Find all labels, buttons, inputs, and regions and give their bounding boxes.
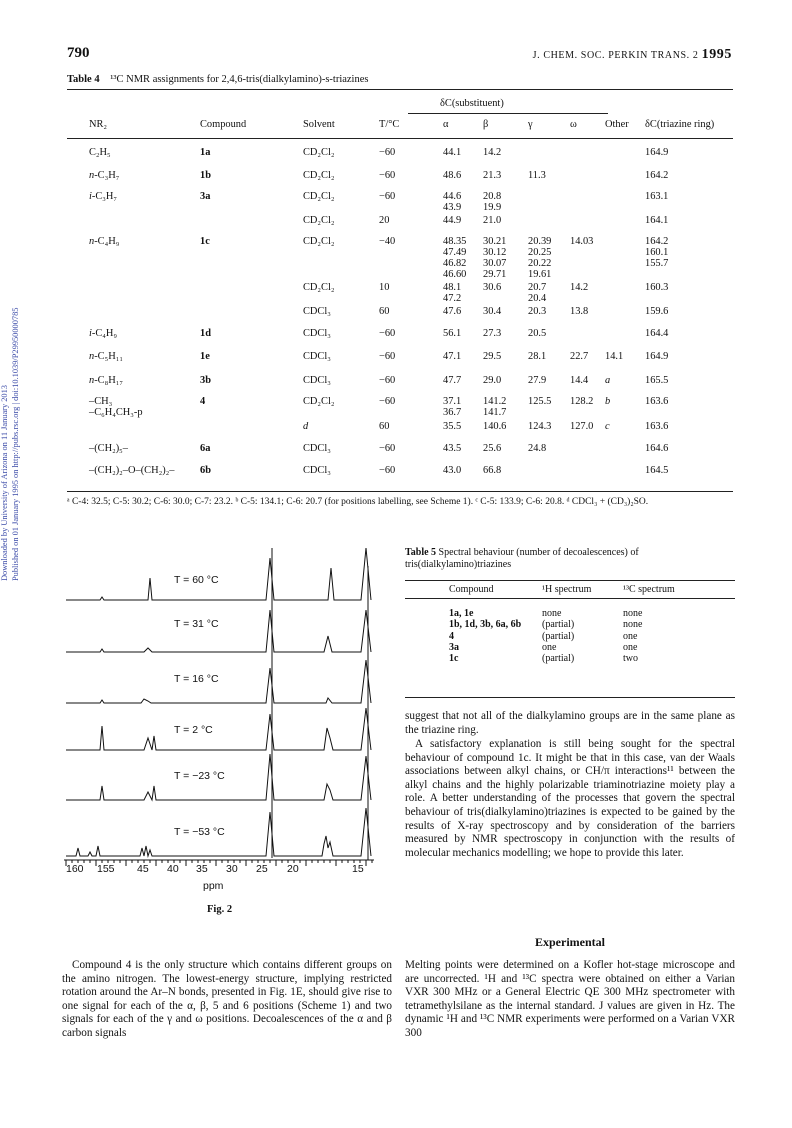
- table4-cell: –CH₃: [89, 396, 113, 407]
- doi-line: Published on 01 January 1995 on http://pubs.rsc.org | doi:10.1039/P29950000785: [11, 307, 20, 581]
- table4-footnote: ᵃ C-4: 32.5; C-5: 30.2; C-6: 30.0; C-7: 23.2. ᵇ C-5: 134.1; C-6: 20.7 (for positions labelling, see Scheme 1). ᶜ C-5: 133.9; C-6: 20.8. ᵈ CDCl₃ + (CD₃)₂SO.: [67, 497, 649, 507]
- table5-col-header: ¹H spectrum: [542, 584, 592, 595]
- table4-cell: CDCl₃: [303, 465, 331, 476]
- table4-cell: 60: [379, 306, 390, 317]
- table4-cell: 21.3: [483, 170, 502, 181]
- table4-cell: −40: [379, 236, 396, 247]
- table5-cell: 1c: [449, 653, 459, 665]
- table5-header-rule: [405, 598, 735, 599]
- table4-cell: −60: [379, 396, 396, 407]
- table5-cell: 1b, 1d, 3b, 6a, 6b: [449, 619, 522, 631]
- table4-cell: −60: [379, 465, 396, 476]
- table4-cell: 19.9: [483, 202, 502, 213]
- table4-cell: CD₂Cl₂: [303, 191, 335, 202]
- table4-cell: 27.3: [483, 328, 502, 339]
- table4-cell: 13.8: [570, 306, 589, 317]
- table4-cell: 30.12: [483, 247, 507, 258]
- tick-label: 20: [287, 863, 299, 875]
- table5-top-rule: [405, 580, 735, 581]
- table4-cell: 160.3: [645, 282, 669, 293]
- table4-cell: 163.6: [645, 421, 669, 432]
- table4-cell: 1b: [200, 170, 211, 181]
- table4-cell: –(CH₂)₂–O–(CH₂)₂–: [89, 465, 175, 476]
- table4-cell: –C₆H₄CH₃-p: [89, 407, 143, 418]
- table4-cell: b: [605, 396, 611, 407]
- table4-cell: 10: [379, 282, 390, 293]
- table4-cell: 4: [200, 396, 206, 407]
- table4-cell: 22.7: [570, 351, 589, 362]
- table4-cell: 160.1: [645, 247, 669, 258]
- table4-cell: 20.3: [528, 306, 547, 317]
- temp-label-minus23: T = −23 °C: [174, 770, 225, 782]
- table4-cell: c: [605, 421, 610, 432]
- table4-cell: 127.0: [570, 421, 594, 432]
- journal-header: [533, 47, 732, 63]
- table4-cell: 21.0: [483, 215, 502, 226]
- table4-cell: n-C₅H₁₁: [89, 351, 123, 362]
- table4-cell: 6a: [200, 443, 211, 454]
- table4-cell: −60: [379, 443, 396, 454]
- table4-col-header: NR₂: [89, 119, 108, 130]
- table4-cell: 11.3: [528, 170, 546, 181]
- table4-cell: i-C₃H₇: [89, 191, 118, 202]
- table4-label: Table 4: [67, 74, 100, 85]
- table4-cell: 47.7: [443, 375, 462, 386]
- table4-cell: 27.9: [528, 375, 547, 386]
- table5-cell: two: [623, 653, 638, 665]
- table4-cell: 48.6: [443, 170, 462, 181]
- table5-col-header: ¹³C spectrum: [623, 584, 675, 595]
- temp-label-31: T = 31 °C: [174, 618, 219, 630]
- table4-col-header: ω: [570, 119, 577, 130]
- table4-cell: 1e: [200, 351, 210, 362]
- table4-col-header: Other: [605, 119, 629, 130]
- table5-cell: none: [542, 608, 562, 619]
- table4-cell: 25.6: [483, 443, 502, 454]
- table5-label: Table 5: [405, 547, 437, 558]
- table4-cell: 66.8: [483, 465, 502, 476]
- table4-cell: 43.0: [443, 465, 462, 476]
- table4-cell: 164.9: [645, 351, 669, 362]
- table4-cell: 29.5: [483, 351, 502, 362]
- paragraph-experimental: Melting points were determined on a Kofler hot-stage microscope and are uncorrected. ¹H and ¹³C spectra were obtained on either a Varian VXR 300 MHz or a General Electric QE 300 MHz spectrometer with tetramethylsilane as the internal standard. J values are given in Hz. The dynamic ¹H and ¹³C NMR experiments were performed on a Varian VXR 300: [405, 959, 735, 1039]
- table4-cell: i-C₄H₉: [89, 328, 118, 339]
- table4-cell: 35.5: [443, 421, 462, 432]
- table4-cell: 164.6: [645, 443, 669, 454]
- table4-cell: 30.6: [483, 282, 502, 293]
- table4-cell: 14.03: [570, 236, 594, 247]
- table5-cell: none: [623, 619, 643, 631]
- table4-cell: 14.4: [570, 375, 589, 386]
- table4-cell: 46.82: [443, 258, 467, 269]
- paragraph-suggest: suggest that not all of the dialkylamino groups are in the same plane as the triazine ring.: [405, 710, 735, 736]
- table5-bottom-rule: [405, 697, 735, 698]
- table5-title: Spectral behaviour (number of decoalescences) of tris(dialkylamino)triazines: [405, 547, 639, 570]
- table4-cell: 164.5: [645, 465, 669, 476]
- table4-cell: −60: [379, 147, 396, 158]
- table4-cell: d: [303, 421, 309, 432]
- table4-cell: 24.8: [528, 443, 547, 454]
- table4-cell: 159.6: [645, 306, 669, 317]
- axis-unit: ppm: [203, 880, 224, 892]
- table4-group-header: δC(substituent): [440, 98, 504, 109]
- table4-cell: 20.4: [528, 293, 547, 304]
- table4-cell: 44.1: [443, 147, 462, 158]
- table4-cell: 20.8: [483, 191, 502, 202]
- table4-cell: CDCl₃: [303, 306, 331, 317]
- table4-cell: 14.2: [483, 147, 502, 158]
- table4-cell: −60: [379, 170, 396, 181]
- table4-cell: 125.5: [528, 396, 552, 407]
- journal-name: J. CHEM. SOC. PERKIN TRANS. 2: [532, 50, 699, 61]
- table4-cell: –(CH₂)₅–: [89, 443, 128, 454]
- table4-cell: 20.22: [528, 258, 552, 269]
- table4-cell: CD₂Cl₂: [303, 215, 335, 226]
- table4-cell: 128.2: [570, 396, 594, 407]
- table4-cell: 1c: [200, 236, 210, 247]
- table4-cell: 20.7: [528, 282, 547, 293]
- table4-cell: 43.9: [443, 202, 462, 213]
- figure2-spectra: [56, 548, 378, 898]
- table4-cell: 36.7: [443, 407, 462, 418]
- tick-label: 155: [97, 863, 115, 875]
- page-number: 790: [67, 45, 90, 61]
- table4-cell: 29.0: [483, 375, 502, 386]
- table4-cell: 47.6: [443, 306, 462, 317]
- table4-cell: n-C₄H₉: [89, 236, 120, 247]
- table5-cell: 4: [449, 630, 454, 642]
- table5-cell: one: [542, 641, 557, 653]
- table4-cell: 124.3: [528, 421, 552, 432]
- temp-label-minus53: T = −53 °C: [174, 826, 225, 838]
- table4-cell: CD₂Cl₂: [303, 147, 335, 158]
- table5-cell: 1a, 1e: [449, 608, 474, 619]
- table4-col-header: α: [443, 119, 449, 130]
- table4-cell: −60: [379, 375, 396, 386]
- table4-top-rule: [67, 89, 733, 90]
- table4-title: ¹³C NMR assignments for 2,4,6-tris(dialkylamino)-s-triazines: [110, 74, 369, 85]
- table4-cell: 44.9: [443, 215, 462, 226]
- table4-cell: 141.2: [483, 396, 507, 407]
- table5-caption: [405, 547, 735, 570]
- spectrum-traces: [64, 548, 374, 860]
- table4-cell: 140.6: [483, 421, 507, 432]
- tick-label: 35: [196, 863, 208, 875]
- table4-cell: 165.5: [645, 375, 669, 386]
- table4-cell: CD₂Cl₂: [303, 282, 335, 293]
- table4-cell: 19.61: [528, 269, 552, 280]
- table4-cell: 3a: [200, 191, 211, 202]
- table4-cell: 3b: [200, 375, 211, 386]
- table4-cell: 1d: [200, 328, 211, 339]
- table4-cell: 29.71: [483, 269, 507, 280]
- table4-cell: 14.1: [605, 351, 624, 362]
- table4-cell: 163.6: [645, 396, 669, 407]
- table4-cell: 47.49: [443, 247, 467, 258]
- figure2-caption: Fig. 2: [207, 904, 233, 915]
- table5-cell: (partial): [542, 653, 575, 665]
- table5-cell: (partial): [542, 630, 575, 642]
- table4-cell: 164.1: [645, 215, 669, 226]
- download-line: Downloaded by University of Arizona on 11 January 2013: [0, 385, 9, 581]
- spectrum-trace-2: [66, 708, 371, 750]
- table4-cell: 48.1: [443, 282, 462, 293]
- tick-label: 160: [66, 863, 84, 875]
- table4-caption: [67, 74, 368, 85]
- table4-cell: 37.1: [443, 396, 462, 407]
- table5-cell: one: [623, 630, 638, 642]
- table4-cell: 28.1: [528, 351, 547, 362]
- table5-cell: one: [623, 641, 638, 653]
- table4-cell: n-C₈H₁₇: [89, 375, 123, 386]
- table4-cell: CDCl₃: [303, 375, 331, 386]
- table4-col-header: T/°C: [379, 119, 400, 130]
- table4-col-header: γ: [528, 119, 533, 130]
- spectrum-trace-31: [66, 610, 371, 652]
- table4-col-header: δC(triazine ring): [645, 119, 715, 130]
- table4-group-rule: [408, 113, 608, 114]
- tick-label: 30: [226, 863, 238, 875]
- table4-cell: 164.4: [645, 328, 669, 339]
- table4-col-header: Compound: [200, 119, 247, 130]
- table4-cell: 6b: [200, 465, 211, 476]
- table4-cell: 43.5: [443, 443, 462, 454]
- table4-cell: 60: [379, 421, 390, 432]
- table4-cell: 20.5: [528, 328, 547, 339]
- table4-cell: −60: [379, 328, 396, 339]
- table4-cell: 30.07: [483, 258, 507, 269]
- table4-cell: 46.60: [443, 269, 467, 280]
- table4-cell: CDCl₃: [303, 328, 331, 339]
- table4-cell: CDCl₃: [303, 443, 331, 454]
- temp-label-16: T = 16 °C: [174, 673, 219, 685]
- table4-cell: 47.2: [443, 293, 462, 304]
- table5-cell: (partial): [542, 619, 575, 631]
- table5-col-header: Compound: [449, 584, 494, 595]
- table4-col-header: β: [483, 119, 489, 130]
- table4-cell: 20: [379, 215, 390, 226]
- table4-cell: n-C₃H₇: [89, 170, 120, 181]
- journal-year: 1995: [701, 47, 732, 62]
- table4-cell: 30.4: [483, 306, 502, 317]
- table4-cell: 30.21: [483, 236, 507, 247]
- table4-cell: C₂H₅: [89, 147, 111, 158]
- table4-cell: 47.1: [443, 351, 462, 362]
- table4-cell: 14.2: [570, 282, 589, 293]
- table4-col-header: Solvent: [303, 119, 335, 130]
- tick-label: 45: [137, 863, 149, 875]
- table4-cell: 20.25: [528, 247, 552, 258]
- table4-cell: CD₂Cl₂: [303, 236, 335, 247]
- table4-cell: −60: [379, 191, 396, 202]
- table4-cell: 1a: [200, 147, 211, 158]
- table4-cell: CDCl₃: [303, 351, 331, 362]
- table4-cell: −60: [379, 351, 396, 362]
- table4-cell: 155.7: [645, 258, 669, 269]
- table4-cell: 141.7: [483, 407, 507, 418]
- table4-cell: 56.1: [443, 328, 462, 339]
- tick-label: 15: [352, 863, 364, 875]
- table4-cell: 44.6: [443, 191, 462, 202]
- paragraph-compound4: Compound 4 is the only structure which contains different groups on the amino nitrogen. The lowest-energy structure, implying restricted rotation around the Ar–N bonds, presented in Fig. 1E, should give rise to one signal for each of the α, β, 5 and 6 positions (Scheme 1) and two signals for each of the γ and ω positions. Decoalescences of the α and β carbon signals: [62, 959, 392, 1039]
- table4-cell: a: [605, 375, 611, 386]
- paragraph-explanation: A satisfactory explanation is still being sought for the spectral behaviour of compound 1c. It might be that in this case, van der Waals associations between alkyl chains, or CH/π interactions¹¹ between the alkyl chains and the highly polarizable triaminotriazine moiety play a role. A better understanding of the processes that govern the spectral behaviour of tris(dialkylamino)triazines is expected to be gained by the results of X-ray spectroscopy and by consideration of the barriers measured by NMR spectroscopy in conjunction with the results of molecular mechanics modelling; we hope to provide this later.: [405, 738, 735, 859]
- table4-cell: 163.1: [645, 191, 669, 202]
- temp-label-2: T = 2 °C: [174, 724, 213, 736]
- table4-bottom-rule: [67, 491, 733, 492]
- download-stamp: [0, 211, 21, 581]
- table4-cell: 164.2: [645, 236, 669, 247]
- table5-cell: none: [623, 608, 643, 619]
- table4-cell: 48.35: [443, 236, 467, 247]
- table5-cell: 3a: [449, 641, 459, 653]
- temp-label-60: T = 60 °C: [174, 574, 219, 586]
- table4-cell: CD₂Cl₂: [303, 396, 335, 407]
- table4-cell: CD₂Cl₂: [303, 170, 335, 181]
- table4: [67, 119, 733, 489]
- tick-label: 25: [256, 863, 268, 875]
- tick-label: 40: [167, 863, 179, 875]
- experimental-heading: Experimental: [535, 935, 605, 949]
- table4-cell: 164.2: [645, 170, 669, 181]
- table4-cell: 164.9: [645, 147, 669, 158]
- table4-cell: 20.39: [528, 236, 552, 247]
